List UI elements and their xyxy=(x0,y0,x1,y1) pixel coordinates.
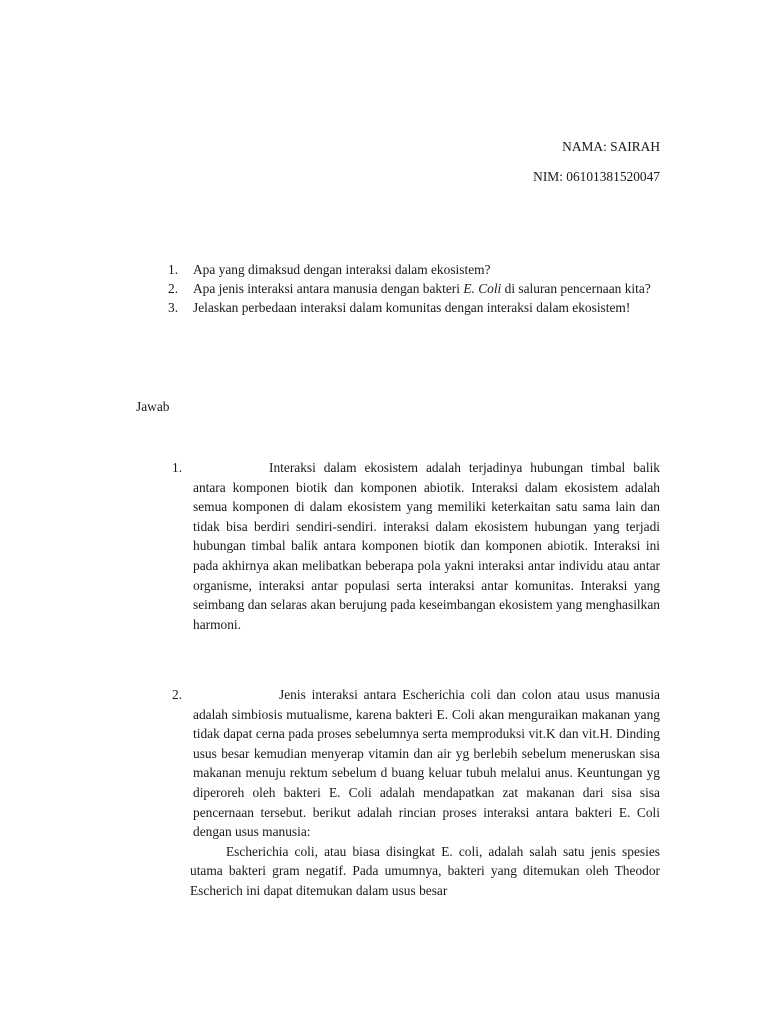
answer-number: 2. xyxy=(172,687,183,702)
answer-paragraph xyxy=(168,685,660,842)
answer-paragraph xyxy=(168,458,660,634)
answer-subparagraph xyxy=(168,842,660,901)
student-nim: NIM: 06101381520047 xyxy=(533,169,660,184)
question-text-part: Apa jenis interaksi antara manusia dengan bakteri xyxy=(193,281,464,296)
question-text: Apa yang dimaksud dengan interaksi dalam ekosistem? xyxy=(193,262,491,277)
question-item xyxy=(168,279,660,298)
answer-number: 1. xyxy=(172,460,183,475)
question-number: 3. xyxy=(168,300,179,315)
answer-subtext: Escherichia coli, atau biasa disingkat E. coli, adalah salah satu jenis spesies utama bakteri gram negatif. Pada umumnya, bakteri yang ditemukan oleh Theodor Escherich ini dapat ditemukan dalam usus besar xyxy=(190,843,660,898)
answer-text: Jenis interaksi antara Escherichia coli dan colon atau usus manusia adalah simbiosis mutualisme, karena bakteri E. Coli akan menguraikan makanan yang tidak dapat cerna pada proses sebelumnya serta memproduksi vit.K dan vit.H. Dinding usus besar kemudian menyerap vitamin dan air yg berlebih sebelum meneruskan sisa makanan menuju rektum sebelum d buang keluar tubuh melalui anus. Keuntungan yg diperoreh oleh bakteri E. Coli adalah mendapatkan zat makanan dari sisa sisa pencernaan tersebut. berikut adalah rincian proses interaksi antara bakteri E. Coli dengan usus manusia: xyxy=(193,687,660,840)
answer-item xyxy=(168,685,660,901)
answer-text: Interaksi dalam ekosistem adalah terjadinya hubungan timbal balik antara komponen biotik dan komponen abiotik. Interaksi dalam ekosistem adalah semua komponen di dalam ekosistem yang memiliki keterkaitan satu sama lain dan tidak bisa berdiri sendiri-sendiri. interaksi dalam ekosistem hubungan yang terjadi hubungan timbal balik antara komponen biotik dan komponen abiotik. Interaksi ini pada akhirnya akan melibatkan beberapa pola yakni interaksi antar individu atau antar organisme, interaksi antar populasi serta interaksi antar komunitas. Interaksi yang seimbang dan selaras akan berujung pada keseimbangan ekosistem yang menghasilkan harmoni. xyxy=(193,460,660,632)
question-item xyxy=(168,260,660,279)
answer-item xyxy=(168,458,660,634)
question-item xyxy=(168,298,660,317)
student-name: NAMA: SAIRAH xyxy=(562,139,660,154)
question-number: 2. xyxy=(168,281,179,296)
question-text: Jelaskan perbedaan interaksi dalam komunitas dengan interaksi dalam ekosistem! xyxy=(193,300,631,315)
question-list xyxy=(168,260,660,317)
question-text-part: di saluran pencernaan kita? xyxy=(501,281,651,296)
italic-term: E. Coli xyxy=(463,281,502,296)
answer-heading: Jawab xyxy=(136,399,170,414)
question-text xyxy=(193,281,651,296)
question-number: 1. xyxy=(168,262,179,277)
